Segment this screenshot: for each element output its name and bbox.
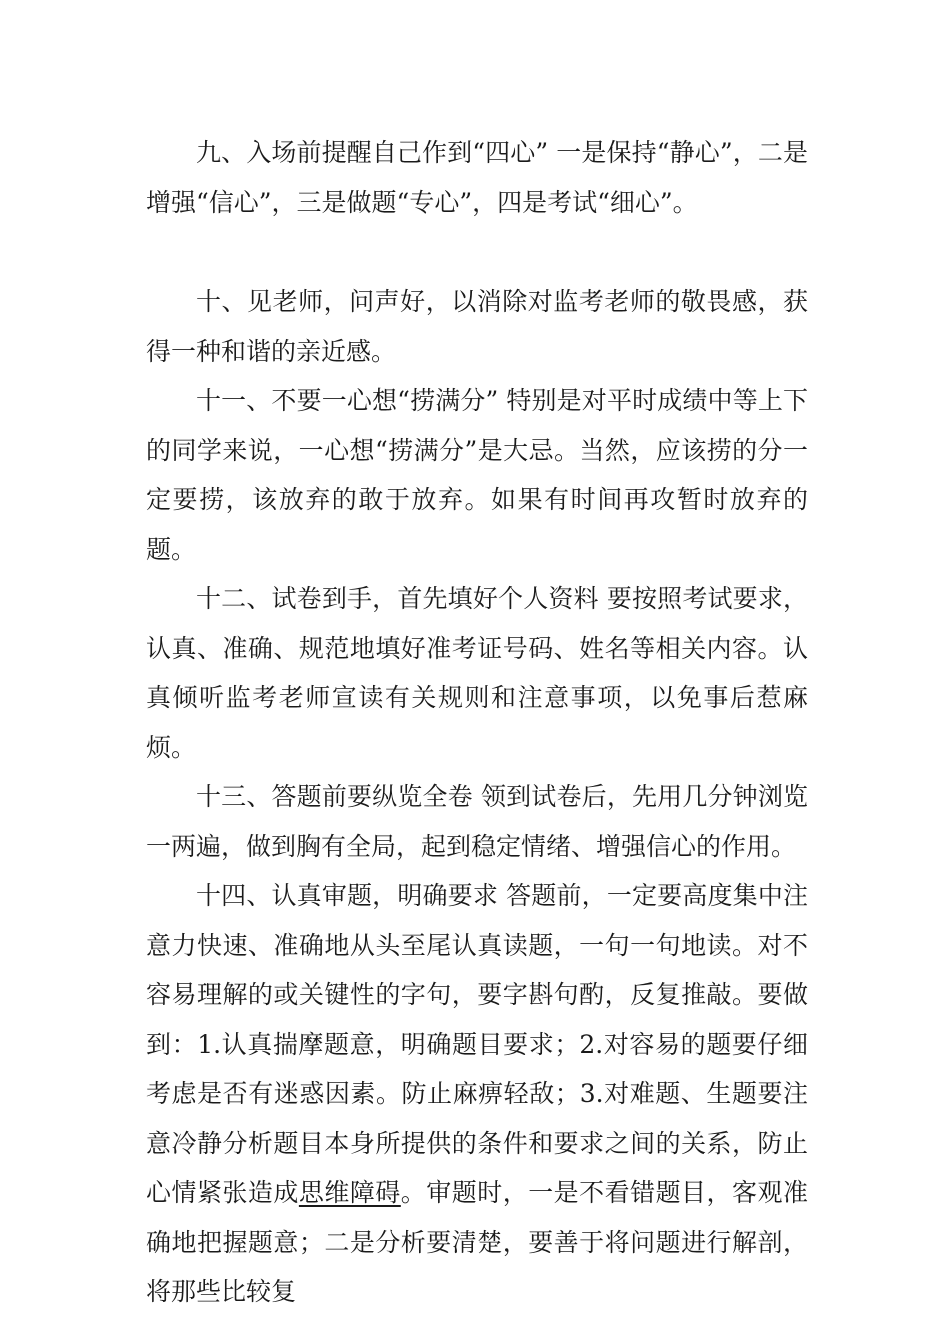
paragraph-nine: 九、入场前提醒自己作到“四心” 一是保持“静心”，二是增强“信心”，三是做题“专心”，四是考试“细心”。	[146, 138, 808, 217]
document-body	[146, 128, 808, 1317]
paragraph-ten: 十、见老师，问声好，以消除对监考老师的敬畏感，获得一种和谐的亲近感。	[146, 287, 808, 366]
paragraph-fourteen	[146, 871, 808, 1317]
paragraph-fourteen-text-after: 。审题时，一是不看错题目，客观准确地把握题意；二是分析要清楚，要善于将问题进行解剖，将那些比较复	[146, 1178, 808, 1306]
paragraph-twelve: 十二、试卷到手，首先填好个人资料 要按照考试要求，认真、准确、规范地填好准考证号码、姓名等相关内容。认真倾听监考老师宣读有关规则和注意事项，以免事后惹麻烦。	[146, 584, 808, 762]
underlined-term-link[interactable]: 思维障碍	[298, 1178, 401, 1207]
paragraph-fourteen-text-before: 十四、认真审题，明确要求 答题前，一定要高度集中注意力快速、准确地从头至尾认真读题，一句一句地读。对不容易理解的或关键性的字句，要字斟句酌，反复推敲。要做到：1.认真揣摩题意，明确题目要求；2.对容易的题要仔细考虑是否有迷惑因素。防止麻痹轻敌；3.对难题、生题要注意冷静分析题目本身所提供的条件和要求之间的关系，防止心情紧张造成	[146, 881, 808, 1207]
paragraph-spacer	[146, 227, 808, 277]
paragraph-thirteen: 十三、答题前要纵览全卷 领到试卷后，先用几分钟浏览一两遍，做到胸有全局，起到稳定情绪、增强信心的作用。	[146, 782, 808, 861]
paragraph-eleven: 十一、不要一心想“捞满分” 特别是对平时成绩中等上下的同学来说，一心想“捞满分”是大忌。当然，应该捞的分一定要捞，该放弃的敢于放弃。如果有时间再攻暂时放弃的题。	[146, 386, 808, 564]
